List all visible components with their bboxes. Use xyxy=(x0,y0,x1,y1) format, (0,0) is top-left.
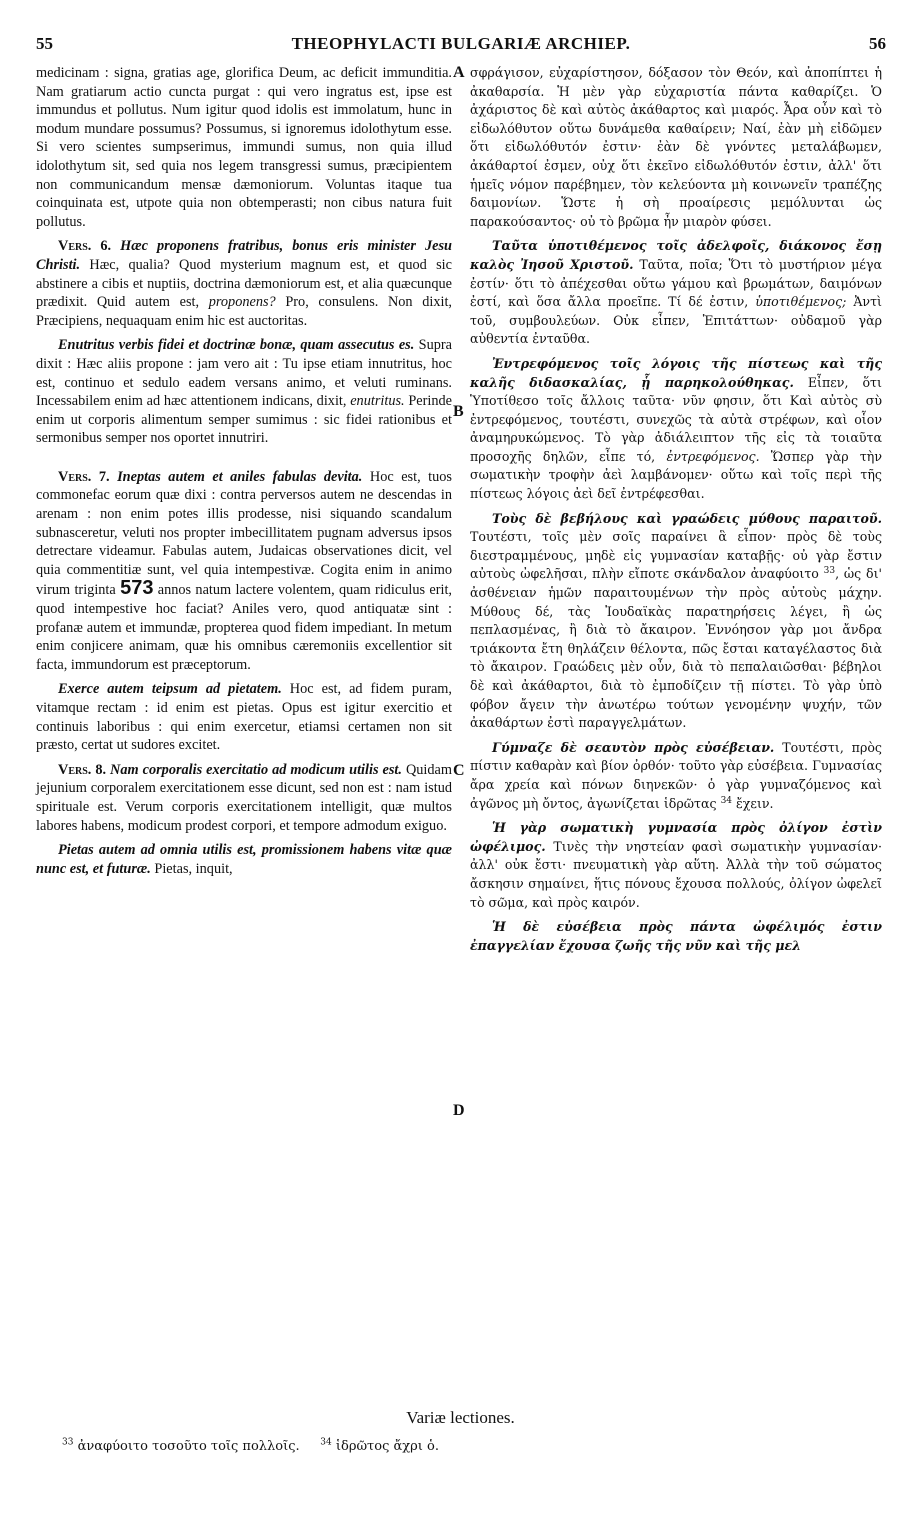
greek-paragraph: Τοὺς δὲ βεβήλους καὶ γραώδεις μύθους παραιτοῦ. Τουτέστι, τοῖς μὲν σοῖς παραίνει ἃ εἶπον· πρὸς δὲ τοὺς διεστραμμένους, μηδὲ εἰς γυμνασίαν καταβῇς· οὐ γὰρ ἔστιν αὐτοὺς ὠφελῆσαι, πλὴν εἴποτε σκάνδαλον ἀναφύοιτο $^{33}$, ὡς δι' ἀσθένειαν ἡμῶν παραιτουμένων τὴν πρὸς αὐτοὺς μάχην. Μύθους δέ, τὰς Ἰουδαϊκὰς παρατηρήσεις λέγει, ἢ ὡς πεπλασμένας, ἢ διὰ τὸ ἄκαιρον. Ἐννόησον γὰρ μοι ἄνδρα τριάκοντα ἔτη θηλάζειν θέλοντα, πῶς ἔσται καταγέλαστος διὰ τὸ ἄκαιρον. Γραώδεις μὲν οὖν, διὰ τὸ πεπαλαιῶσθαι· βέβηλοι δὲ καὶ ἀκάθαρτοι, διὰ τὸ ἐμποδίζειν τῇ πίστει. Τὸ γὰρ ὑπὸ φόβον ἄγειν τὴν ἀνωτέρω τούτων γενομένην ψυχήν, τῶν ἀκαθάρτων ἐστὶ παραγγελμάτων. xyxy=(470,510,882,731)
latin-paragraph: Exerce autem teipsum ad pietatem. Hoc est, ad fidem puram, vitamque rectam : id enim est pietas. Opus est igitur exercitio et continuis laboribus : qui enim exercetur, etiamsi certamen non sit præsto, certat ut sudores excitet. xyxy=(36,681,453,754)
greek-column xyxy=(470,64,882,955)
variae-lectiones-heading: Variæ lectiones. xyxy=(406,1408,515,1427)
greek-paragraph: σφράγισον, εὐχαρίστησον, δόξασον τὸν Θεόν, καὶ ἀποπίπτει ἡ ἀκαθαρσία. Ἡ μὲν γὰρ εὐχαριστία πάντα καθαρίζει. Ὁ ἀχάριστος δὲ καὶ αὐτὸς ἀκάθαρτος καὶ μιαρός. Ἆρα οὖν καὶ τὸ εἰδωλόθυτον οὕτω δυνάμεθα καθαίρειν; Ναί, ἐὰν μὴ εἰδῶμεν ὅτι εἰδωλόθυτόν ἐστιν· ἐὰν δὲ γνόντες μεταλάβωμεν, ἀκάθαρτοί ἐσμεν, οὐχ ὅτι ἐκεῖνο εἰδωλόθυτόν ἐστιν, ἀλλ' ὅτι ἡμεῖς νόμον παρέβημεν, τὸν κελεύοντα μὴ κοινωνεῖν τραπέζης δαιμονίων. Ὥστε ἡ σὴ προαίρεσις μεμόλυνται ὡς παρακούσαντος· οὐ τὸ βρῶμα ἦν μιαρὸν φύσει. xyxy=(470,65,882,229)
latin-paragraph: Enutritus verbis fidei et doctrinæ bonæ, quam assecutus es. Supra dixit : Hæc aliis propone : jam vero ait : Tu ipse etiam innutritus, hoc est, continuo et sedulo eadem versans animo, et veluti ruminans. Incessabilem enim ad hæc attentionem indicans, dixit, enutritus. Perinde enim ut corporis alimentum semper sumimus : sic fidei rationibus et sermonibus semper nos oportet innutriri. xyxy=(36,337,453,447)
greek-paragraph: Ἡ γὰρ σωματικὴ γυμνασία πρὸς ὀλίγον ἐστὶν ὠφέλιμος. Τινὲς τὴν νηστείαν φασὶ σωματικὴν γυμνασίαν· ἀλλ' οὐκ ἔστι· πνευματικὴ γὰρ αὕτη. Ἀλλὰ τὴν τοῦ σώματος ἄσκησιν σημαίνει, ἥτις πόνους ἔχουσα πολλούς, ὀλίγον ὠφελεῖ τὸ σῶμα, καὶ πρὸς καιρόν. xyxy=(470,820,882,910)
latin-paragraph: Vers. 7. Ineptas autem et aniles fabulas devita. Hoc est, tuos commonefac eorum quæ dixi : contra perversos autem ne descendas in arenam : non enim potes illis prodesse, nisi siquando scandalum subnasceretur, veluti nos propter imbecillitatem pugnam adversus ipsos detrectare videamur. Fabulas autem, Judaicas observationes dicit, vel quia commentitiæ sunt, vel quia intempestivæ. Cogita enim in animo virum triginta 573 annos natum lactere volentem, quam ridiculus erit, quod intempestive hoc faciat? Aniles vero, quod antiquatæ sint : profanæ autem et immundæ, propterea quod fidem impediant. In metum enim conjicere animam, quæ his omnibus cæremoniis excellentior sit facta, immundorum est præceptorum. xyxy=(36,468,452,673)
margin-mark-d: D xyxy=(453,1102,465,1119)
variae-lectiones-notes xyxy=(62,1439,439,1454)
note-number: 33 xyxy=(62,1437,74,1448)
note-text: ἀναφύοιτο τοσοῦτο τοῖς πολλοῖς. xyxy=(77,1439,300,1454)
margin-mark-c: C xyxy=(453,762,465,779)
verse-lemma: Nam corporalis exercitatio ad modicum utilis est. xyxy=(110,761,402,778)
latin-paragraph: Pietas autem ad omnia utilis est, promissionem habens vitæ quæ nunc est, et futuræ. Pietas, inquit, xyxy=(36,842,452,877)
verse-lemma: Ἡ γὰρ σωματικὴ γυμνασία πρὸς ὀλίγον ἐστὶν ὠφέλιμος. xyxy=(470,820,882,854)
verse-lemma: Γύμναζε δὲ σεαυτὸν πρὸς εὐσέβειαν. xyxy=(492,739,775,755)
greek-paragraph xyxy=(470,918,882,955)
verse-lemma: Exerce autem teipsum ad pietatem. xyxy=(58,681,282,698)
latin-paragraph: medicinam : signa, gratias age, glorifica Deum, ac deficit immunditia. Nam gratiarum actio cuncta purgat : qui vero ingratus est, ipse est immundus et pollutus. Num igitur quod idolis est immolatum, hunc in modum mundare possumus? Possumus, si ignoremus idolothytum esse. Si vero scientes sumpserimus, immundi sumus, non quia illud idolothytum sit, sed quia nos legem transgressi sumus, præcipientem non communicandum mensæ dæmoniorum. Voluntas itaque tua coinquinata est, utpote quia non obtemperasti; non cibus natura fuit pollutus. xyxy=(36,65,452,230)
running-title: THEOPHYLACTI BULGARIÆ ARCHIEP. xyxy=(291,34,631,53)
latin-paragraph: Vers. 6. Hæc proponens fratribus, bonus eris minister Jesu Christi. Hæc, qualia? Quod mysterium magnum est, et quod sic abstinere a cibis et nuptiis, doctrina dæmoniorum est, et alia quæcunque prædixit. Quid autem est, proponens? Pro, consulens. Non dixit, Præcipiens, nequaquam enim hic est auctoritas. xyxy=(36,238,452,329)
note-number: 34 xyxy=(320,1437,332,1448)
greek-paragraph: Γύμναζε δὲ σεαυτὸν πρὸς εὐσέβειαν. Τουτέστι, πρὸς πίστιν καθαρὰν καὶ βίον ὀρθόν· τοῦτο γὰρ εὐσέβεια. Γυμνασίας ἄρα χρεία καὶ πόνων διηνεκῶν· ὁ γὰρ γυμναζόμενος καὶ ἀγῶνος μὴ ὄντος, ἀγωνίζεται ἱδρῶτας $^{34}$ ἔχειν. xyxy=(470,739,882,811)
greek-paragraph: Ἐντρεφόμενος τοῖς λόγοις τῆς πίστεως καὶ τῆς καλῆς διδασκαλίας, ᾗ παρηκολούθηκας. Εἶπεν, ὅτι Ὑποτίθεσο τοῖς ἄλλοις ταῦτα· νῦν φησιν, ὅτι Καὶ αὐτὸς σὺ ἐντρεφόμενος, τουτέστι, συνεχῶς τὰ αὐτὰ στρέφων, καὶ οἷον ἀναμηρυκώμενος. Τὸ γὰρ ἀδιάλειπτον τῆς εἰς τὰ τοιαῦτα προσοχῆς δηλῶν, εἶπε τό, ἐντρεφόμενος. Ὥσπερ γὰρ τὴν σωματικὴν τροφὴν ἀεὶ λαμβάνομεν· οὕτω καὶ τοῖς περὶ τῆς πίστεως λόγοις ἀεὶ δεῖ ἐντρέφεσθαι. xyxy=(470,355,882,502)
verse-lemma: Pietas autem ad omnia utilis est, promissionem habens vitæ quæ nunc est, et futuræ. xyxy=(36,842,452,877)
verse-lemma: Hæc proponens fratribus, bonus eris minister Jesu Christi. xyxy=(36,238,452,273)
margin-mark-a: A xyxy=(453,64,465,81)
page-number-left: 55 xyxy=(36,34,53,53)
verse-lemma: Ταῦτα ὑποτιθέμενος τοῖς ἀδελφοῖς, διάκονος ἔσῃ καλὸς Ἰησοῦ Χριστοῦ. xyxy=(470,238,882,272)
verse-lemma: Ἡ δὲ εὐσέβεια πρὸς πάντα ὠφέλιμός ἐστιν ἐπαγγελίαν ἔχουσα ζωῆς τῆς νῦν καὶ τῆς μελ xyxy=(470,919,882,953)
verse-number: Vers. 8. xyxy=(58,761,107,778)
verse-lemma: Ἐντρεφόμενος τοῖς λόγοις τῆς πίστεως καὶ τῆς καλῆς διδασκαλίας, ᾗ παρηκολούθηκας. xyxy=(470,355,882,390)
verse-number: Vers. 7. xyxy=(58,468,110,485)
footnote-ref: 34 xyxy=(720,795,733,806)
column-number: 573 xyxy=(120,577,154,600)
latin-column xyxy=(36,64,452,878)
margin-mark-b: B xyxy=(453,403,464,420)
greek-paragraph: Ταῦτα ὑποτιθέμενος τοῖς ἀδελφοῖς, διάκονος ἔσῃ καλὸς Ἰησοῦ Χριστοῦ. Ταῦτα, ποῖα; Ὅτι τὸ μυστήριον μέγα ἐστίν· ὅτι τὸ ἀπέχεσθαι οὕτω γάμου καὶ βρωμάτων, δαιμόνων ἐστί, καὶ ὅσα ἄλλα προεῖπε. Τί δέ ἐστιν, ὑποτιθέμενος; Ἀντὶ τοῦ, συμβουλεύων. Οὐκ εἶπεν, Ἐπιτάττων· οὐδαμοῦ γὰρ αὐθεντία ἐνταῦθα. xyxy=(470,238,882,347)
verse-lemma: Τοὺς δὲ βεβήλους καὶ γραώδεις μύθους παραιτοῦ. xyxy=(492,510,882,526)
page-number-right: 56 xyxy=(869,34,886,53)
running-header xyxy=(36,34,886,56)
latin-paragraph: Vers. 8. Nam corporalis exercitatio ad modicum utilis est. Quidam jejunium corporalem exercitationem esse dicunt, sed non est : nam istud spirituale est. Verum corporis exercitationem intelligit, quæ multos labores habens, modicum prodest corpori, et tempore admodum exiguo. xyxy=(36,761,453,834)
footnote-ref: 33 xyxy=(823,566,836,577)
verse-number: Vers. 6. xyxy=(58,238,112,255)
verse-lemma: Ineptas autem et aniles fabulas devita. xyxy=(117,468,363,485)
note-text: ἱδρῶτος ἄχρι ὁ. xyxy=(335,1439,439,1454)
verse-lemma: Enutritus verbis fidei et doctrinæ bonæ, quam assecutus es. xyxy=(58,337,415,354)
